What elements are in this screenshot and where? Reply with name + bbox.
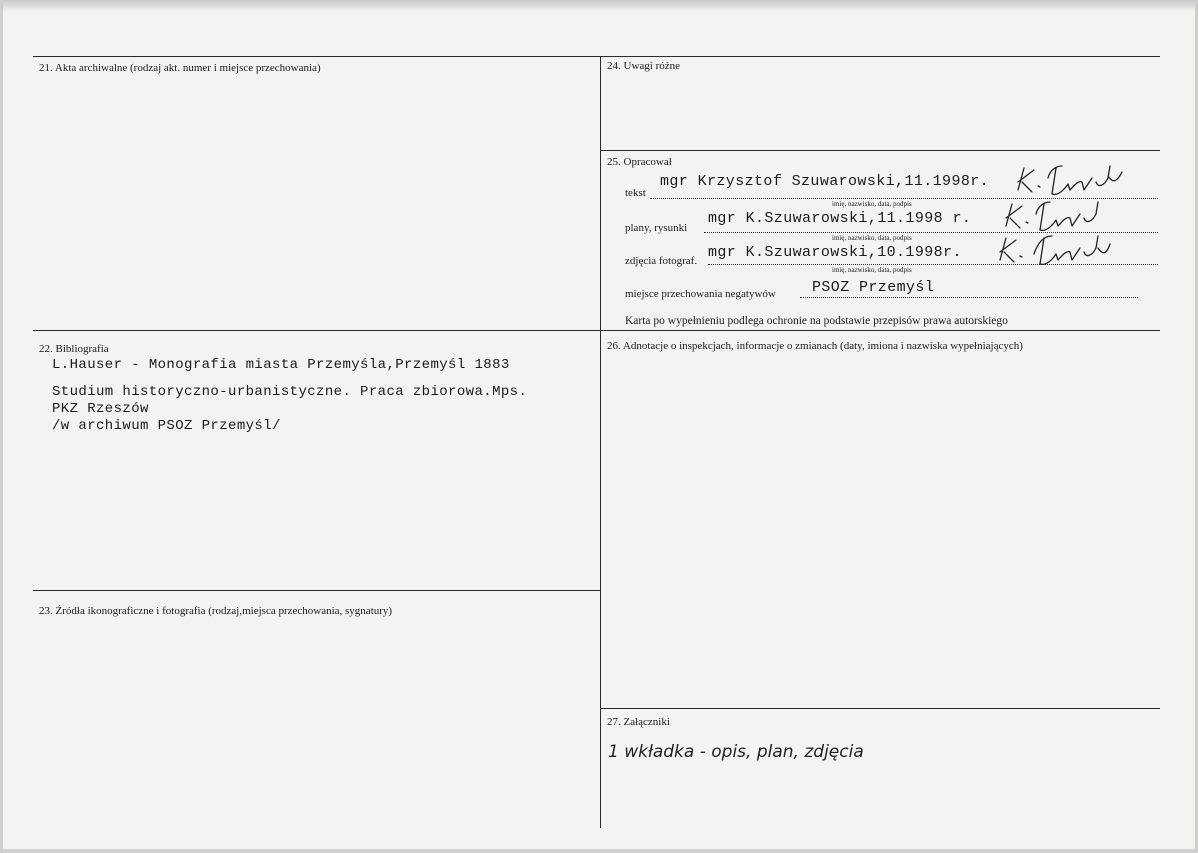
tekst-caption: imię, nazwisko, data, podpis [832,200,912,208]
signature-3 [994,228,1114,272]
section-22-label: 22. Bibliografia [39,343,109,355]
zdjecia-label: zdjęcia fotograf. [625,255,698,267]
tekst-label: tekst [625,187,646,199]
negatywy-label: miejsce przechowania negatywów [625,288,776,300]
section-24-label: 24. Uwagi różne [607,60,681,72]
divider-22-23 [33,590,600,591]
copyright-note: Karta po wypełnieniu podlega ochronie na podstawie przepisów prawa autorskiego [625,315,1008,327]
attachments-handwritten: 1 wkładka - opis, plan, zdjęcia [608,742,864,762]
section-25-label: 25. Opracował [607,156,672,168]
top-border-line [33,56,1160,57]
bibliography-line-4: /w archiwum PSOZ Przemyśl/ [52,418,281,434]
scan-edge-top [0,0,1198,12]
plany-value: mgr K.Szuwarowski,11.1998 r. [708,210,972,227]
section-27-label: 27. Załączniki [607,716,670,728]
negatywy-value: PSOZ Przemyśl [812,279,935,296]
plany-label: plany, rysunki [625,222,688,234]
zdjecia-caption: imię, nazwisko, data, podpis [832,266,912,274]
bibliography-line-3: PKZ Rzeszów [52,401,149,417]
scan-edge-left [0,0,3,853]
divider-row-2 [33,330,1160,331]
zdjecia-value: mgr K.Szuwarowski,10.1998r. [708,244,962,261]
section-21-label: 21. Akta archiwalne (rodzaj akt. numer i miejsce przechowania) [39,62,321,74]
tekst-value: mgr Krzysztof Szuwarowski,11.1998r. [660,173,990,190]
negatywy-dotted-line [800,297,1138,298]
scan-edge-bottom [0,849,1198,853]
plany-caption: imię, nazwisko, data, podpis [832,234,912,242]
section-23-label: 23. Źródła ikonograficzne i fotografia (rodzaj,miejsca przechowania, sygnatury) [39,605,393,617]
section-26-label: 26. Adnotacje o inspekcjach, informacje o zmianach (daty, imiona i nazwiska wypełniających) [607,340,1023,352]
divider-24-25 [600,150,1160,151]
center-divider-line [600,56,601,828]
bibliography-line-1: L.Hauser - Monografia miasta Przemyśla,Przemyśl 1883 [52,357,510,373]
divider-26-27 [600,708,1160,709]
bibliography-line-2: Studium historyczno-urbanistyczne. Praca zbiorowa.Mps. [52,384,528,400]
